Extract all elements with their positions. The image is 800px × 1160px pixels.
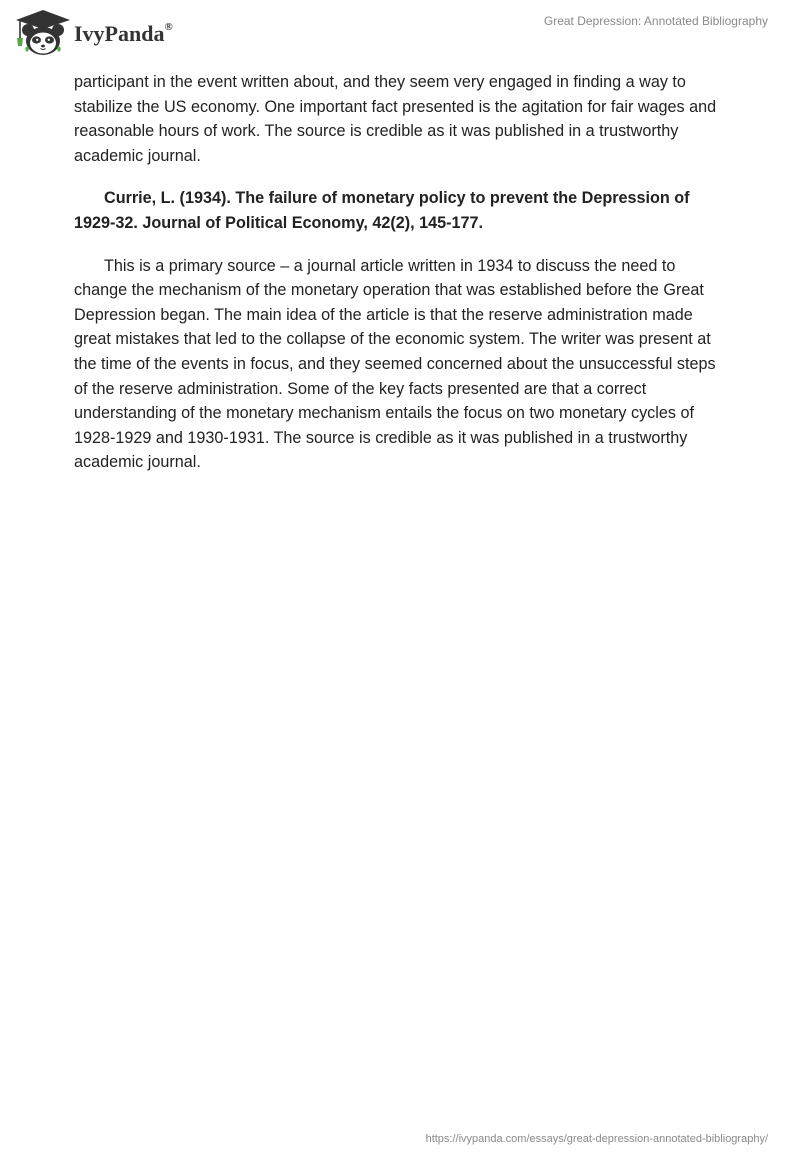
panda-logo-icon bbox=[14, 8, 72, 58]
brand-name: IvyPanda® bbox=[74, 20, 173, 46]
document-title: Great Depression: Annotated Bibliography bbox=[543, 14, 768, 28]
footer-source-url[interactable]: https://ivypanda.com/essays/great-depression-annotated-bibliography/ bbox=[425, 1133, 768, 1145]
reference-entry-currie: Currie, L. (1934). The failure of monetary policy to prevent the Depression of 1929-32. Journal of Political Economy, 42(2), 145-177. bbox=[74, 189, 690, 232]
document-body bbox=[74, 70, 726, 475]
brand-logo[interactable] bbox=[14, 8, 173, 58]
page-header bbox=[0, 0, 800, 70]
paragraph-annotation: This is a primary source – a journal article written in 1934 to discuss the need to change the mechanism of the monetary operation that was established before the Great Depression began. The main idea of the article is that the reserve administration made great mistakes that led to the collapse of the economic system. The writer was present at the time of the events in focus, and they seemed concerned about the unsuccessful steps of the reserve administration. Some of the key facts presented are that a correct understanding of the monetary mechanism entails the focus on two monetary cycles of 1928-1929 and 1930-1931. The source is credible as it was published in a trustworthy academic journal. bbox=[74, 256, 716, 472]
registered-mark: ® bbox=[164, 20, 173, 33]
paragraph-continued: participant in the event written about, and they seem very engaged in finding a way to stabilize the US economy. One important fact presented is the agitation for fair wages and reasonable hours of work. The source is credible as it was published in a trustworthy academic journal. bbox=[74, 73, 717, 165]
